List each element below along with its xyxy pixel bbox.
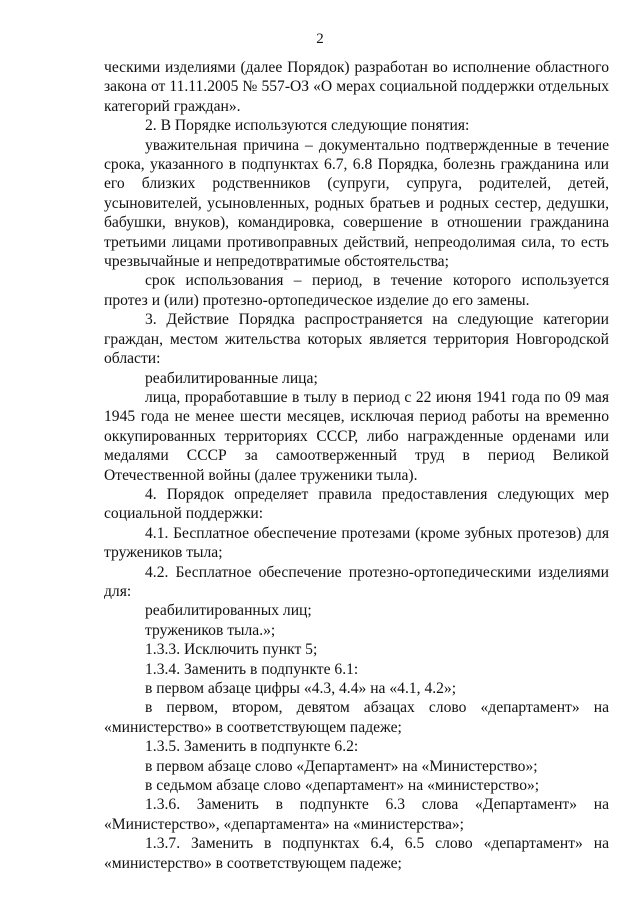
paragraph: 4. Порядок определяет правила предоставления следующих мер социальной поддержки: xyxy=(104,485,609,523)
paragraph: 1.3.6. Заменить в подпункте 6.3 слова «Департамент» на «Министерство», «департамента» на «министерства»; xyxy=(104,796,609,833)
paragraph: 1.3.4. Заменить в подпункте 6.1: xyxy=(145,660,359,678)
paragraph: 4.1. Бесплатное обеспечение протезами (кроме зубных протезов) для тружеников тыла; xyxy=(104,524,609,562)
paragraph: 4.2. Бесплатное обеспечение протезно-ортопедическими изделиями для: xyxy=(104,563,609,600)
paragraph: реабилитированных лиц; xyxy=(145,602,312,620)
paragraph: реабилитированные лица; xyxy=(145,369,318,387)
paragraph: ческими изделиями (далее Порядок) разработан во исполнение областного закона от 11.11.2005 № 557-ОЗ «О мерах социальной поддержки отдельных категорий граждан». xyxy=(104,59,609,115)
paragraph: в первом, втором, девятом абзацах слово «департамент» на «министерство» в соответствующем падеже; xyxy=(104,699,609,736)
paragraph: в седьмом абзаце слово «департамент» на «министерство»; xyxy=(145,777,540,795)
paragraph: лица, проработавшие в тылу в период с 22 июня 1941 года по 09 мая 1945 года не менее шести месяцев, исключая период работы на временно оккупированных территориях СССР, либо награжденные орденами или медалями СССР за самоотверженный труд в период Великой Отечественной войны (далее труженики тыла). xyxy=(104,388,609,484)
paragraph: в первом абзаце слово «Департамент» на «Министерство»; xyxy=(145,757,538,775)
paragraph: 1.3.5. Заменить в подпункте 6.2: xyxy=(145,738,359,756)
paragraph: 3. Действие Порядка распространяется на следующие категории граждан, местом жительства которых является территория Новгородской области: xyxy=(104,311,609,368)
paragraph: срок использования – период, в течение которого используется протез и (или) протезно-ортопедическое изделие до его замены. xyxy=(104,272,609,309)
paragraph: 2. В Порядке используются следующие понятия: xyxy=(145,117,470,135)
page-number: 2 xyxy=(316,31,324,47)
paragraph: уважительная причина – документально подтвержденные в течение срока, указанного в подпунктах 6.7, 6.8 Порядка, болезнь гражданина или его близких родственников (супруги, супруга, родителей, детей, усыновителей, усыновленных, родных братьев и родных сестер, дедушки, бабушки, внуков), командировка, совершение в отношении гражданина третьими лицами противоправных действий, непреодолимая сила, то есть чрезвычайные и непредотвратимые обстоятельства; xyxy=(104,136,609,271)
paragraph: тружеников тыла.»; xyxy=(145,621,276,639)
paragraph: 1.3.7. Заменить в подпунктах 6.4, 6.5 слово «департамент» на «министерство» в соответствующем падеже; xyxy=(104,835,609,872)
paragraph: в первом абзаце цифры «4.3, 4.4» на «4.1, 4.2»; xyxy=(145,680,457,697)
document-body xyxy=(104,58,609,873)
paragraph: 1.3.3. Исключить пункт 5; xyxy=(145,641,318,659)
